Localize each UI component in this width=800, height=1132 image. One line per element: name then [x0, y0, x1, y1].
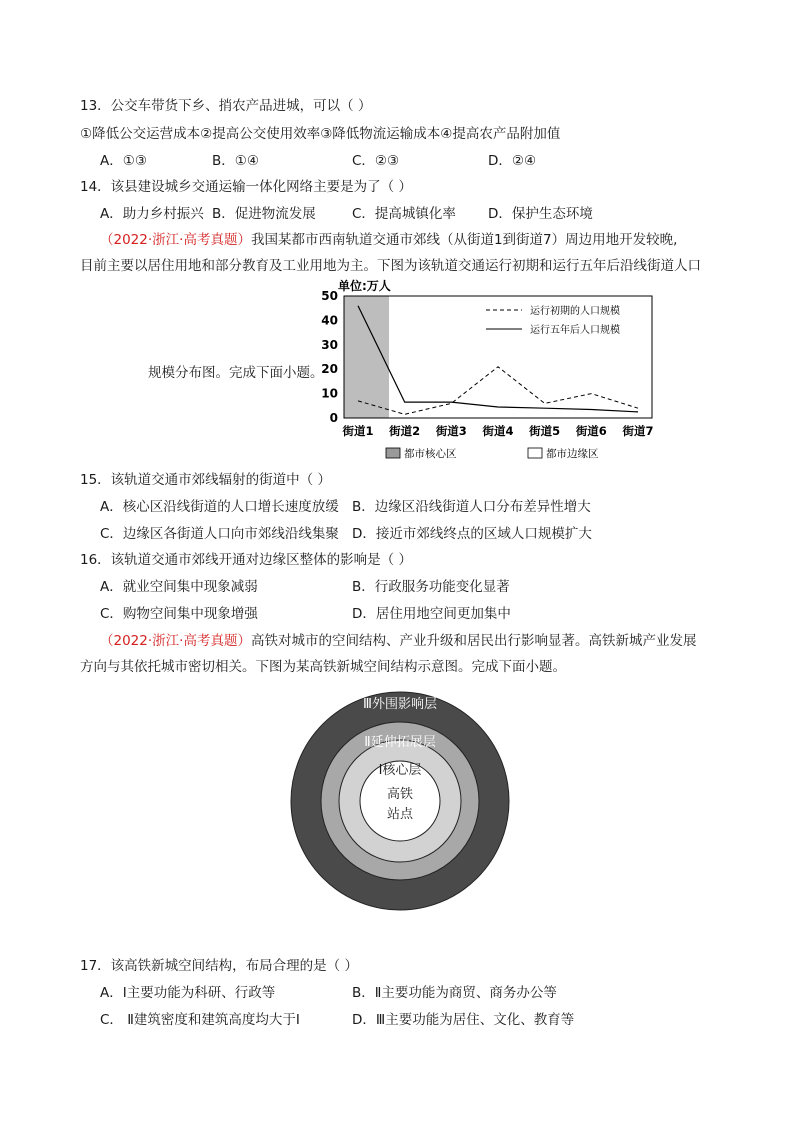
- zone-legend-edge-label: 都市边缘区: [546, 448, 599, 460]
- passage1-line2: 目前主要以居住用地和部分教育及工业用地为主。下图为该轨道交通运行初期和运行五年后沿线街道人口: [80, 258, 701, 274]
- q13-statement: ①降低公交运营成本②提高公交使用效率③降低物流运输成本④提高农产品附加值: [80, 126, 561, 142]
- hsr-ring-diagram: [290, 686, 510, 916]
- q15-option-d: D．接近市郊线终点的区域人口规模扩大: [352, 526, 592, 542]
- q17-option-b: B．Ⅱ主要功能为商贸、商务办公等: [352, 985, 557, 1001]
- y-tick-label: 30: [321, 337, 338, 352]
- q14-option-d: D．保护生态环境: [488, 206, 593, 222]
- x-tick-label: 街道4: [482, 424, 514, 438]
- x-tick-label: 街道6: [575, 424, 607, 438]
- y-tick-label: 20: [321, 362, 338, 377]
- y-tick-label: 10: [321, 386, 338, 401]
- q17-option-a: A．Ⅰ主要功能为科研、行政等: [100, 985, 276, 1001]
- passage1-line3: 规模分布图。完成下面小题。: [148, 365, 324, 381]
- legend-after-label: 运行五年后人口规模: [530, 325, 620, 336]
- ring-middle-label: Ⅱ延伸拓展层: [364, 735, 436, 750]
- x-tick-label: 街道5: [529, 424, 561, 438]
- legend-initial-label: 运行初期的人口规模: [530, 306, 620, 317]
- q13-option-c: C．②③: [352, 153, 400, 169]
- q13-option-a: A．①③: [100, 153, 147, 169]
- passage2-line2: 方向与其依托城市密切相关。下图为某高铁新城空间结构示意图。完成下面小题。: [80, 659, 566, 675]
- passage2-line1: [100, 631, 696, 651]
- q17-option-d: D．Ⅲ主要功能为居住、文化、教育等: [352, 1012, 575, 1028]
- y-tick-label: 40: [321, 313, 338, 328]
- q14-option-b: B．促进物流发展: [212, 206, 316, 222]
- q16-stem: 16．该轨道交通市郊线开通对边缘区整体的影响是（ ）: [80, 552, 412, 568]
- q15-option-c: C．边缘区各街道人口向市郊线沿线集聚: [100, 526, 339, 542]
- x-tick-label: 街道7: [622, 424, 654, 438]
- population-chart: [300, 278, 690, 468]
- q13-option-d: D．②④: [488, 153, 537, 169]
- q15-stem: 15．该轨道交通市郊线辐射的街道中（ ）: [80, 472, 331, 488]
- unit-label: 单位:万人: [338, 279, 391, 293]
- series-after-line: [358, 306, 638, 412]
- chart-legend: [486, 304, 620, 336]
- q15-option-b: B．边缘区沿线街道人口分布差异性增大: [352, 499, 591, 515]
- y-tick-label: 50: [321, 289, 338, 303]
- passage1-source: （2022·浙江·高考真题）: [100, 232, 251, 248]
- zone-legend-core-label: 都市核心区: [404, 448, 457, 460]
- x-tick-label: 街道3: [435, 424, 467, 438]
- q15-option-a: A．核心区沿线街道的人口增长速度放缓: [100, 499, 339, 515]
- passage2-source: （2022·浙江·高考真题）: [100, 633, 251, 649]
- q17-option-c: C． Ⅱ建筑密度和建筑高度均大于Ⅰ: [100, 1012, 300, 1028]
- passage1-text: 我国某都市西南轨道交通市郊线（从街道1到街道7）周边用地开发较晚,: [250, 232, 678, 248]
- x-tick-label: 街道2: [389, 424, 421, 438]
- q16-option-d: D．居住用地空间更加集中: [352, 606, 511, 622]
- q13-stem: 13．公交车带货下乡、捎农产品进城，可以（ ）: [80, 98, 372, 114]
- q14-option-a: A．助力乡村振兴: [100, 206, 204, 222]
- zone-legend-edge-swatch: [528, 448, 542, 458]
- passage1-line1: [100, 230, 677, 250]
- q16-option-b: B．行政服务功能变化显著: [352, 579, 510, 595]
- q14-option-c: C．提高城镇化率: [352, 206, 456, 222]
- q13-option-b: B．①④: [212, 153, 259, 169]
- q14-stem: 14．该县建设城乡交通运输一体化网络主要是为了（ ）: [80, 179, 412, 195]
- q17-stem: 17．该高铁新城空间结构，布局合理的是（ ）: [80, 958, 358, 974]
- ring-center-label-1: 高铁: [386, 787, 414, 802]
- zone-legend-core-swatch: [386, 448, 400, 458]
- ring-outer-label: Ⅲ外围影响层: [363, 697, 437, 712]
- passage2-text: 高铁对城市的空间结构、产业升级和居民出行影响显著。高铁新城产业发展: [250, 633, 697, 649]
- q16-option-c: C．购物空间集中现象增强: [100, 606, 258, 622]
- q16-option-a: A．就业空间集中现象减弱: [100, 579, 258, 595]
- y-tick-label: 0: [329, 411, 338, 425]
- x-tick-label: 街道1: [342, 424, 374, 438]
- ring-core-label: Ⅰ核心层: [378, 763, 422, 778]
- ring-center-label-2: 站点: [386, 807, 414, 822]
